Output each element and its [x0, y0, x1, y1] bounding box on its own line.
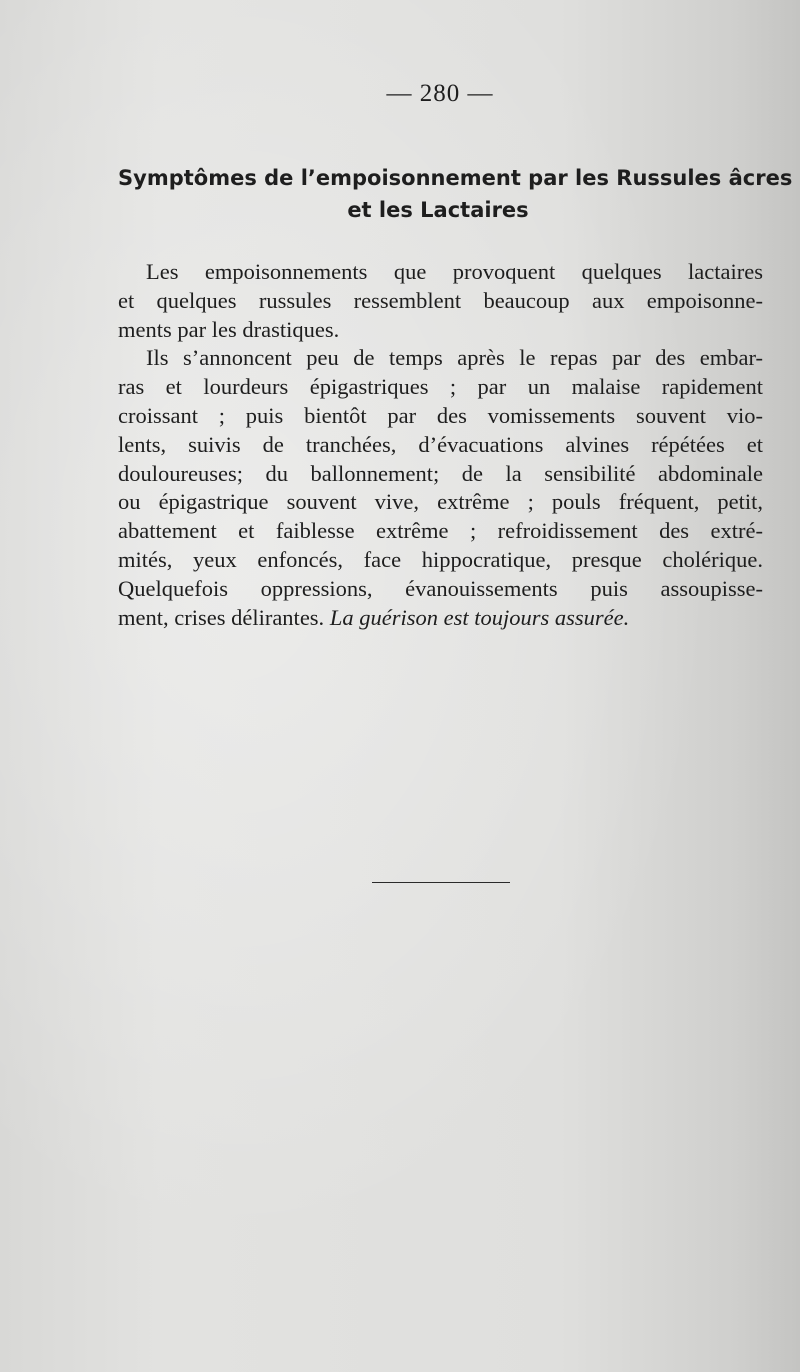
section-heading — [118, 162, 793, 226]
body-text — [118, 258, 763, 632]
text-line: lents, suivis de tranchées, d’évacuations alvines répétées et — [118, 431, 763, 457]
text-line: et quelques russules ressemblent beaucoup aux empoisonne- — [118, 287, 763, 313]
end-rule — [372, 882, 510, 883]
final-line-text: ment, crises délirantes. — [118, 604, 325, 630]
text-line: mités, yeux enfoncés, face hippocratique, presque cholérique. — [118, 546, 763, 572]
text-line: ras et lourdeurs épigastriques ; par un malaise rapidement — [118, 374, 763, 400]
heading-line-1: Symptômes de l’empoisonnement par les Russules âcres — [118, 166, 793, 190]
page-number: — 280 — — [386, 80, 494, 107]
text-line: Quelquefois oppressions, évanouissements puis assoupisse- — [118, 575, 763, 601]
text-line-final — [118, 604, 763, 633]
text-line: ou épigastrique souvent vive, extrême ; pouls fréquent, petit, — [118, 489, 763, 515]
italic-conclusion: La guérison est toujours assurée. — [329, 604, 630, 630]
text-line: ments par les drastiques. — [118, 316, 340, 342]
text-line: Ils s’annoncent peu de temps après le repas par des embar- — [146, 345, 763, 371]
heading-line-2: et les Lactaires — [347, 198, 529, 222]
text-line: Les empoisonnements que provoquent quelques lactaires — [146, 259, 763, 284]
text-line: abattement et faiblesse extrême ; refroidissement des extré- — [118, 518, 763, 544]
text-line: douloureuses; du ballonnement; de la sensibilité abdominale — [118, 460, 763, 486]
text-line: croissant ; puis bientôt par des vomissements souvent vio- — [118, 402, 763, 428]
